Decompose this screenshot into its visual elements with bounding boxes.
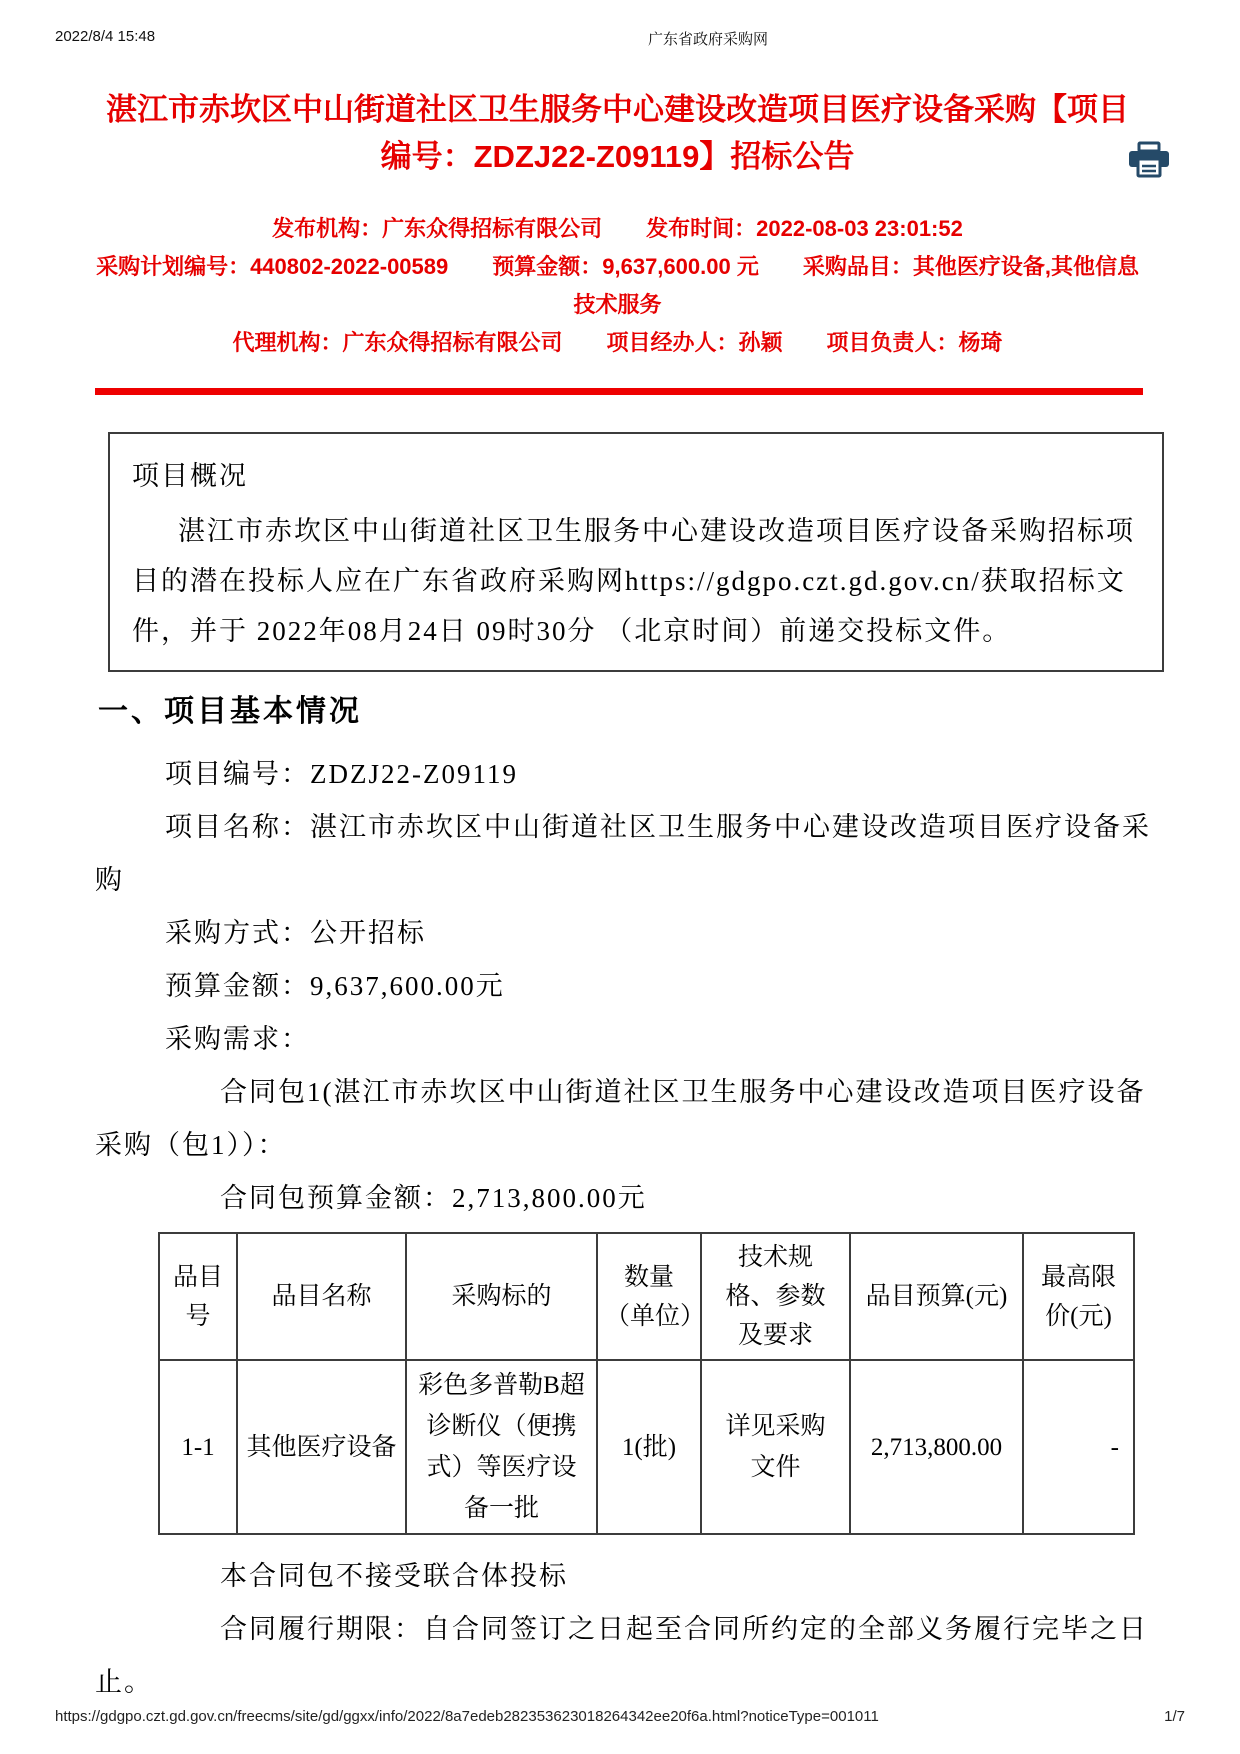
package-notes bbox=[95, 1550, 1153, 1709]
project-overview-box bbox=[108, 432, 1164, 672]
source-url: https://gdgpo.czt.gd.gov.cn/freecms/site/gd/ggxx/info/2022/8a7edeb282353623018264342ee20f6a.html?noticeType=001011 bbox=[55, 1708, 879, 1725]
no-consortium-line: 本合同包不接受联合体投标 bbox=[220, 1561, 568, 1591]
package-line: 合同包1(湛江市赤坎区中山街道社区卫生服务中心建设改造项目医疗设备采购（包1））： bbox=[95, 1077, 1146, 1160]
project-number-line: 项目编号：ZDZJ22-Z09119 bbox=[165, 759, 518, 789]
package-budget-line: 合同包预算金额：2,713,800.00元 bbox=[220, 1183, 647, 1213]
col-header-price-cap: 最高限价(元) bbox=[1023, 1233, 1134, 1360]
col-header-item-name: 品目名称 bbox=[237, 1233, 406, 1360]
page-indicator: 1/7 bbox=[1164, 1708, 1185, 1725]
section1-heading: 一、项目基本情况 bbox=[98, 695, 362, 728]
items-table-header-row bbox=[159, 1233, 1134, 1360]
col-header-item-budget: 品目预算(元) bbox=[850, 1233, 1023, 1360]
cell-specs: 详见采购文件 bbox=[701, 1360, 850, 1534]
col-header-specs: 技术规格、参数及要求 bbox=[701, 1233, 850, 1360]
cell-item-name: 其他医疗设备 bbox=[237, 1360, 406, 1534]
project-leader: 项目负责人：杨琦 bbox=[826, 330, 1003, 355]
procurement-category: 采购品目：其他医疗设备,其他信息 bbox=[802, 254, 1139, 279]
duration-line: 合同履行期限：自合同签订之日起至合同所约定的全部义务履行完毕之日止。 bbox=[95, 1614, 1148, 1697]
plan-number: 采购计划编号：440802-2022-00589 bbox=[96, 254, 449, 279]
col-header-quantity: 数量（单位） bbox=[597, 1233, 701, 1360]
procurement-category-wrap: 技术服务 bbox=[573, 292, 662, 317]
notice-title bbox=[85, 86, 1150, 180]
publisher: 发布机构：广东众得招标有限公司 bbox=[272, 216, 603, 241]
print-timestamp: 2022/8/4 15:48 bbox=[55, 28, 156, 45]
print-header bbox=[0, 28, 1240, 50]
project-handler: 项目经办人：孙颖 bbox=[606, 330, 783, 355]
budget-amount: 预算金额：9,637,600.00 元 bbox=[492, 254, 759, 279]
publish-time: 发布时间：2022-08-03 23:01:52 bbox=[646, 216, 963, 241]
cell-item-no: 1-1 bbox=[159, 1360, 237, 1534]
cell-price-cap: - bbox=[1023, 1360, 1134, 1534]
overview-paragraph: 湛江市赤坎区中山街道社区卫生服务中心建设改造项目医疗设备采购招标项目的潜在投标人应在广东省政府采购网https://gdgpo.czt.gd.gov.cn/获取招标文件，并于 2022年08月24日 09时30分 （北京时间）前递交投标文件。 bbox=[132, 516, 1135, 646]
cell-quantity: 1(批) bbox=[597, 1360, 701, 1534]
printer-icon[interactable] bbox=[1126, 141, 1172, 179]
meta-row-3 bbox=[85, 324, 1150, 362]
meta-row-2 bbox=[85, 248, 1150, 286]
meta-row-1 bbox=[85, 210, 1150, 248]
print-footer bbox=[0, 1708, 1240, 1730]
items-table-row bbox=[159, 1360, 1134, 1534]
demand-line: 采购需求： bbox=[165, 1024, 310, 1054]
project-name-line: 项目名称：湛江市赤坎区中山街道社区卫生服务中心建设改造项目医疗设备采购 bbox=[95, 812, 1151, 895]
notice-meta bbox=[85, 210, 1150, 362]
col-header-item-no: 品目号 bbox=[159, 1233, 237, 1360]
red-divider bbox=[95, 388, 1143, 395]
col-header-subject: 采购标的 bbox=[406, 1233, 597, 1360]
cell-subject: 彩色多普勒B超诊断仪（便携式）等医疗设备一批 bbox=[406, 1360, 597, 1534]
overview-title: 项目概况 bbox=[132, 461, 248, 491]
budget-line: 预算金额：9,637,600.00元 bbox=[165, 971, 505, 1001]
notice-title-line1: 湛江市赤坎区中山街道社区卫生服务中心建设改造项目医疗设备采购【项目 bbox=[106, 92, 1129, 127]
agency: 代理机构：广东众得招标有限公司 bbox=[232, 330, 563, 355]
method-line: 采购方式：公开招标 bbox=[165, 918, 426, 948]
cell-item-budget: 2,713,800.00 bbox=[850, 1360, 1023, 1534]
site-name: 广东省政府采购网 bbox=[648, 31, 769, 48]
notice-title-line2: 编号：ZDZJ22-Z09119】招标公告 bbox=[380, 139, 855, 174]
items-table bbox=[158, 1232, 1135, 1535]
section1-body bbox=[95, 748, 1153, 1225]
